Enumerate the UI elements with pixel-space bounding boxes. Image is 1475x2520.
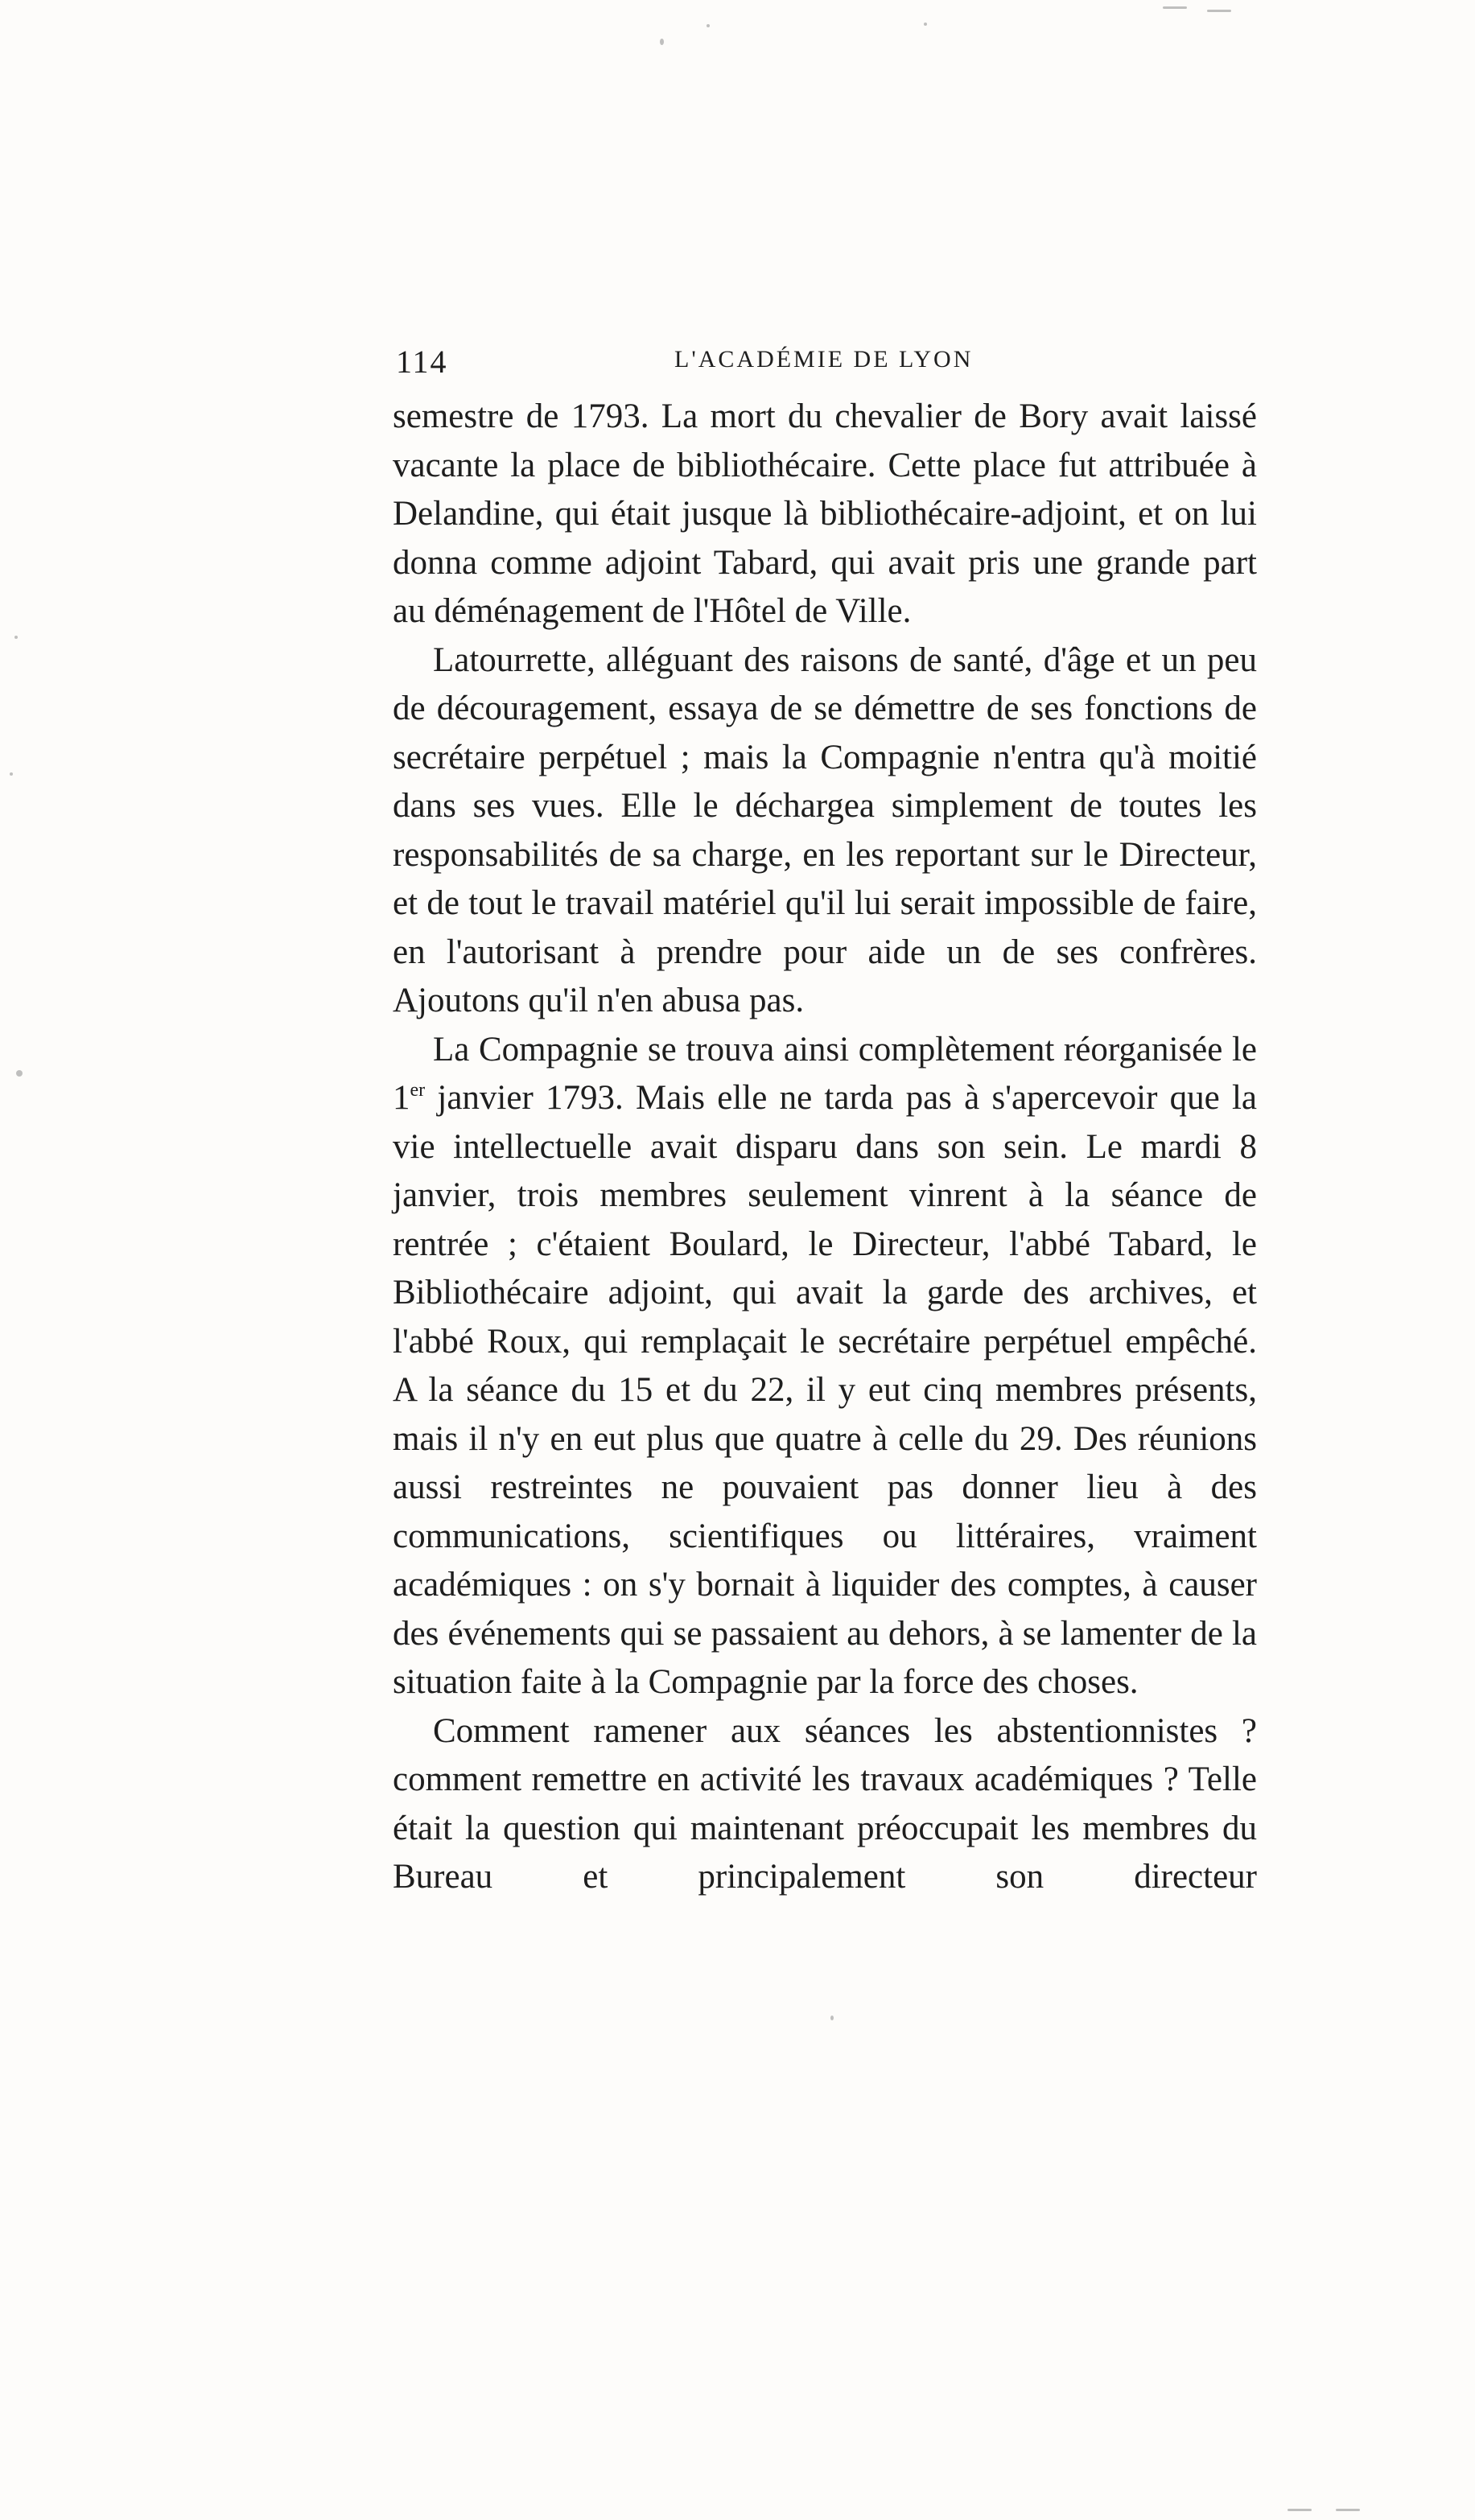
scan-speck xyxy=(1336,2509,1360,2511)
scan-speck xyxy=(1288,2509,1312,2511)
scan-speck xyxy=(1207,10,1231,12)
paragraph-text: La Compagnie se trouva ainsi complètement réorganisée le 1 xyxy=(393,1030,1257,1117)
scan-speck xyxy=(10,772,13,776)
scan-speck xyxy=(830,2016,834,2020)
scan-speck xyxy=(14,636,18,639)
scan-speck xyxy=(660,39,664,45)
scan-speck xyxy=(707,24,710,27)
page-number: 114 xyxy=(396,344,448,380)
ordinal-superscript: er xyxy=(410,1080,426,1101)
book-page xyxy=(393,338,1257,1902)
paragraph: Latourrette, alléguant des raisons de santé, d'âge et un peu de découragement, essaya de se démettre de ses fonctions de secrétaire perpétuel ; mais la Compagnie n'entra qu'à moitié dans ses vues. Elle le déchargea simplement de toutes les responsabilités de sa charge, en les reportant sur le Directeur, et de tout le travail matériel qu'il lui serait impossible de faire, en l'autorisant à prendre pour aide un de ses confrères. Ajoutons qu'il n'en abusa pas. xyxy=(393,640,1257,1019)
paragraph: semestre de 1793. La mort du chevalier de Bory avait laissé vacante la place de bibliothécaire. Cette place fut attribuée à Delandine, qui était jusque là bibliothécaire-adjoint, et on lui donna comme adjoint Tabard, qui avait pris une grande part au déménagement de l'Hôtel de Ville. xyxy=(393,397,1257,630)
paragraph-text: janvier 1793. Mais elle ne tarda pas à s'apercevoir que la vie intellectuelle avait disparu dans son sein. Le mardi 8 janvier, trois membres seulement vinrent à la séance de rentrée ; c'étaient Boulard, le Directeur, l'abbé Tabard, le Bibliothécaire adjoint, qui avait la garde des archives, et l'abbé Roux, qui remplaçait le secrétaire perpétuel empêché. A la séance du 15 et du 22, il y eut cinq membres présents, mais il n'y en eut plus que quatre à celle du 29. Des réunions aussi restreintes ne pouvaient pas donner lieu à des communications, scientifiques ou littéraires, vraiment académiques : on s'y bornait à liquider des comptes, à causer des événements qui se passaient au dehors, à se lamenter de la situation faite à la Compagnie par la force des choses. xyxy=(393,1079,1257,1701)
scan-speck xyxy=(16,1070,23,1077)
running-title: L'ACADÉMIE DE LYON xyxy=(674,346,974,373)
paragraph xyxy=(393,1026,1257,1707)
paragraph: Comment ramener aux séances les abstentionnistes ? comment remettre en activité les travaux académiques ? Telle était la question qui maintenant préoccupait les membres du Bureau et principalement son directeur xyxy=(393,1711,1257,1896)
scan-speck xyxy=(924,23,927,26)
body-text xyxy=(393,393,1257,1902)
running-head xyxy=(393,338,1257,386)
scan-speck xyxy=(1163,6,1187,9)
